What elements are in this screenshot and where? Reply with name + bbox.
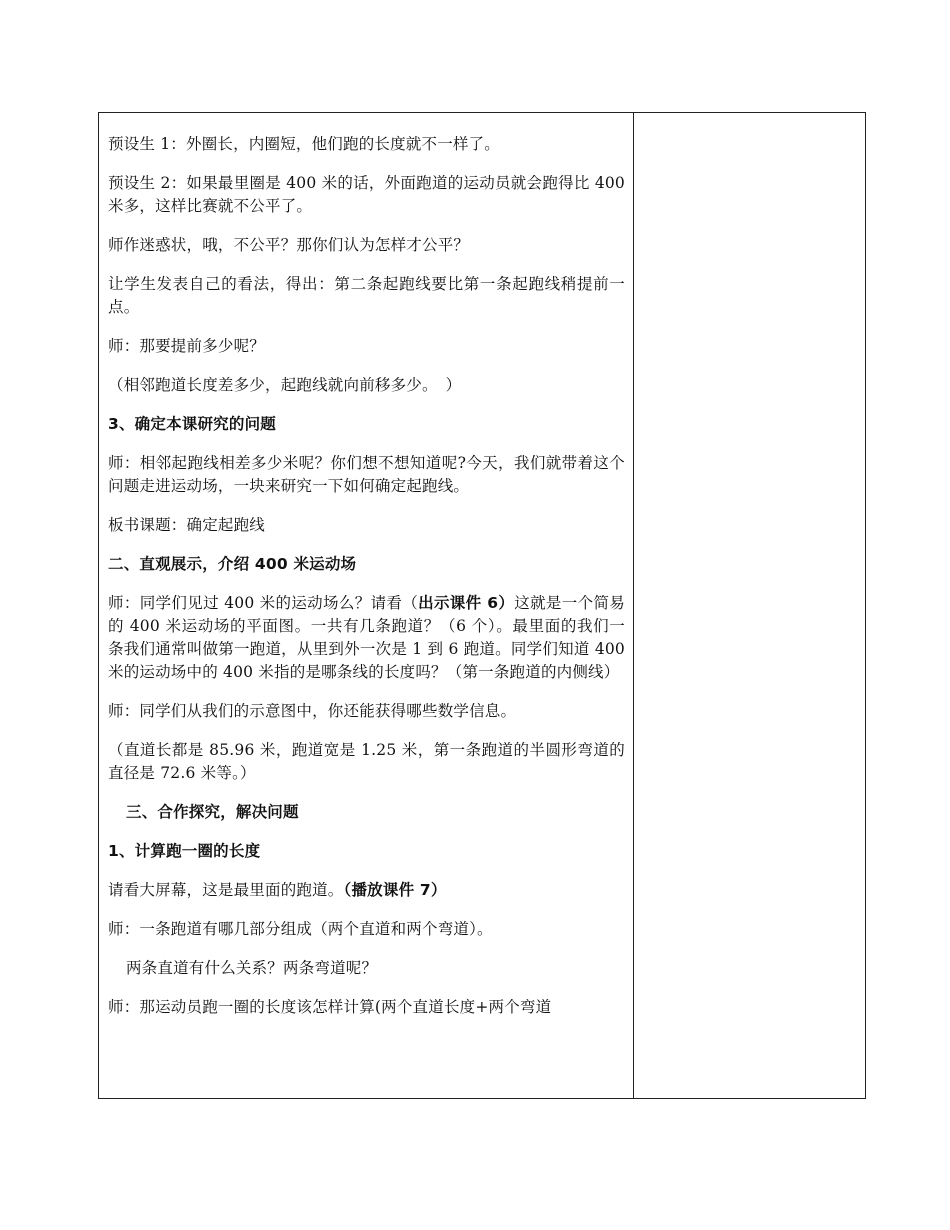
section-heading: 3、确定本课研究的问题 [108,415,276,433]
section-heading: 三、合作探究，解决问题 [126,803,299,821]
section-heading: 1、计算跑一圈的长度 [108,842,261,860]
paragraph: （直道长都是 85.96 米，跑道宽是 1.25 米，第一条跑道的半圆形弯道的直径是 72.6 米等。） [108,741,625,782]
paragraph: 预设生 1：外圈长，内圈短，他们跑的长度就不一样了。 [108,135,500,153]
paragraph: 师：那要提前多少呢？ [108,337,266,355]
lesson-content-cell [99,113,634,1098]
section-heading: 二、直观展示，介绍 400 米运动场 [108,555,357,573]
paragraph: 板书课题：确定起跑线 [108,516,266,534]
paragraph: 让学生发表自己的看法，得出：第二条起跑线要比第一条起跑线稍提前一点。 [108,275,625,316]
notes-cell [634,113,865,1098]
paragraph: 师：同学们从我们的示意图中，你还能获得哪些数学信息。 [108,702,517,720]
lesson-table [98,112,866,1099]
paragraph: （相邻跑道长度差多少，起跑线就向前移多少。 ） [108,376,462,394]
paragraph: 预设生 2：如果最里圈是 400 米的话，外面跑道的运动员就会跑得比 400 米多，这样比赛就不公平了。 [108,174,625,215]
paragraph-text: 这就是一个简易的 400 米运动场的平面图。一共有几条跑道？（6 个）。最里面的我们一条我们通常叫做第一跑道，从里到外一次是 1 到 6 跑道。同学们知道 400 米的运动场中的 400 米指的是哪条线的长度吗？（第一条跑道的内侧线） [108,594,625,681]
paragraph: 师：那运动员跑一圈的长度该怎样计算(两个直道长度+两个弯道 [108,998,552,1016]
paragraph [108,592,625,684]
courseware-reference: （播放课件 7） [343,881,447,899]
paragraph-text: 请看大屏幕，这是最里面的跑道。 [108,881,344,899]
paragraph: 师：一条跑道有哪几部分组成（两个直道和两个弯道）。 [108,920,493,938]
paragraph: 两条直道有什么关系？两条弯道呢？ [126,959,378,977]
paragraph-text: 师：同学们见过 400 米的运动场么？请看（ [108,594,419,612]
paragraph [108,879,625,902]
paragraph: 师：相邻起跑线相差多少米呢？你们想不想知道呢?今天，我们就带着这个问题走进运动场，一块来研究一下如何确定起跑线。 [108,454,625,495]
courseware-reference: 出示课件 6） [418,594,515,612]
paragraph: 师作迷惑状，哦，不公平？那你们认为怎样才公平？ [108,236,470,254]
